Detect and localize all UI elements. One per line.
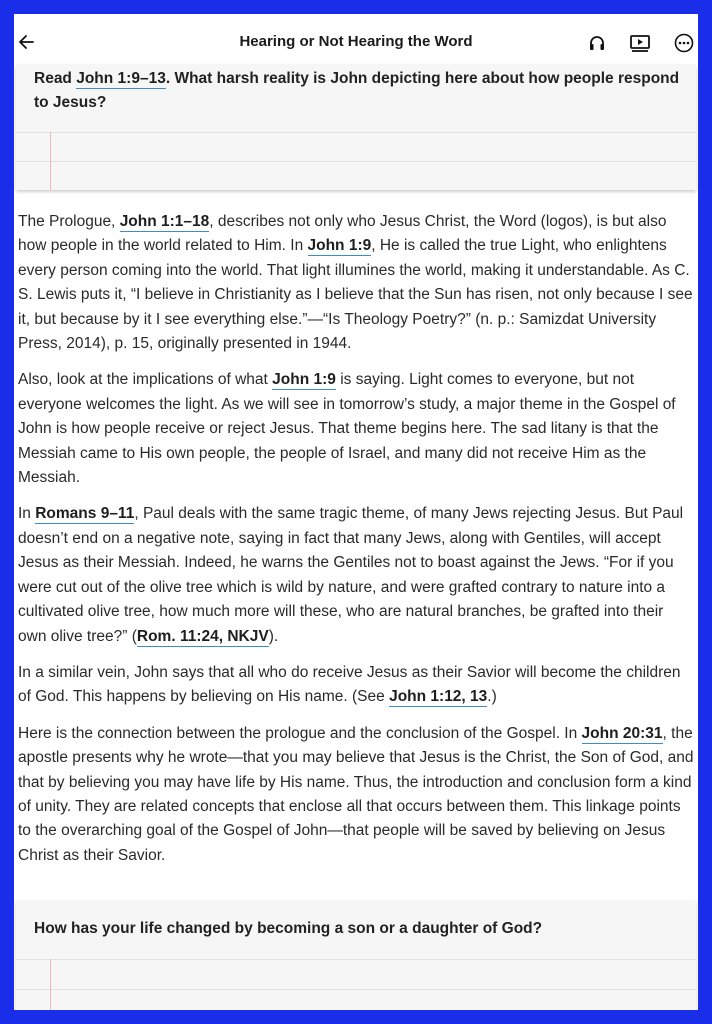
scripture-link[interactable]: John 20:31 (581, 724, 663, 742)
video-play-icon (629, 33, 651, 53)
more-options-button[interactable] (671, 30, 697, 56)
margin-rule (50, 959, 51, 1010)
answer-area[interactable] (52, 132, 696, 190)
paragraph: In a similar vein, John says that all who do receive Jesus as their Savior will become the children of God. This happens by believing on His name. (See John 1:12, 13.) (18, 663, 681, 706)
scripture-link[interactable]: Romans 9–11 (35, 505, 135, 523)
question-card-bottom (16, 900, 696, 1010)
app-screen (14, 14, 698, 1010)
scripture-link[interactable]: John 1:9 (307, 237, 372, 255)
scripture-link[interactable]: Rom. 11:24, NKJV (136, 627, 269, 645)
scripture-link[interactable]: John 1:9–13 (76, 70, 166, 87)
scripture-link[interactable]: John 1:1–18 (119, 213, 210, 230)
scripture-link[interactable]: John 1:9 (272, 371, 336, 389)
more-options-icon (674, 33, 694, 53)
question-text: Read John 1:9–13. What harsh reality is John depicting here about how people respond to Jesus? (34, 70, 680, 111)
question-card-top (16, 64, 696, 190)
video-button[interactable] (627, 30, 653, 56)
back-button[interactable] (14, 28, 38, 56)
answer-area[interactable] (52, 959, 696, 1010)
question-text: How has your life changed by becoming a son or a daughter of God? (34, 920, 543, 937)
headphones-icon (587, 33, 607, 53)
paragraph: The Prologue, John 1:1–18, describes not only who Jesus Christ, the Word (logos), is but also how people in the world related to Him. In John 1:9, He is called the true Light, who enlightens every person coming into the world. That light illumines the world, making it understandable. As C. S. Lewis puts it, “I believe in Christianity as I believe that the Sun has risen, not only because I see it, but because by it I see everything else.”—“Is Theology Poetry?” (n. p.: Samizdat University Press, 2014), p. 15, originally presented in 1944. (18, 213, 693, 353)
audio-button[interactable] (584, 30, 610, 56)
paragraph: Also, look at the implications of what John 1:9 is saying. Light comes to everyone, but not everyone welcomes the light. As we will see in tomorrow’s study, a major theme in the Gospel of John is how people receive or reject Jesus. That theme begins here. The sad litany is that the Messiah came to His own people, the people of Israel, and many did not receive Him as the Messiah. (18, 371, 676, 487)
scripture-link[interactable]: John 1:12, 13 (389, 688, 488, 706)
paragraph: Here is the connection between the prologue and the conclusion of the Gospel. In John 20:31, the apostle presents why he wrote—that you may believe that Jesus is the Christ, the Son of God, and that by believing you may have life by His name. Thus, the introduction and conclusion form a kind of unity. They are related concepts that enclose all that occurs between them. This linkage points to the overarching goal of the Gospel of John—that people will be saved by believing on Jesus Christ as their Savior. (18, 724, 694, 864)
arrow-left-icon (18, 34, 34, 50)
margin-rule (50, 132, 51, 190)
page-title: Hearing or Not Hearing the Word (239, 33, 473, 50)
lesson-content (18, 210, 694, 880)
top-bar (14, 20, 698, 64)
paragraph: In Romans 9–11, Paul deals with the same tragic theme, of many Jews rejecting Jesus. But Paul doesn’t end on a negative note, saying in fact that many Jews, along with Gentiles, will accept Jesus as their Messiah. Indeed, he warns the Gentiles not to boast against the Jews. “For if you were cut out of the olive tree which is wild by nature, and were grafted contrary to nature into a cultivated olive tree, how much more will these, who are natural branches, be grafted into their own olive tree?” (Rom. 11:24, NKJV). (18, 505, 684, 645)
